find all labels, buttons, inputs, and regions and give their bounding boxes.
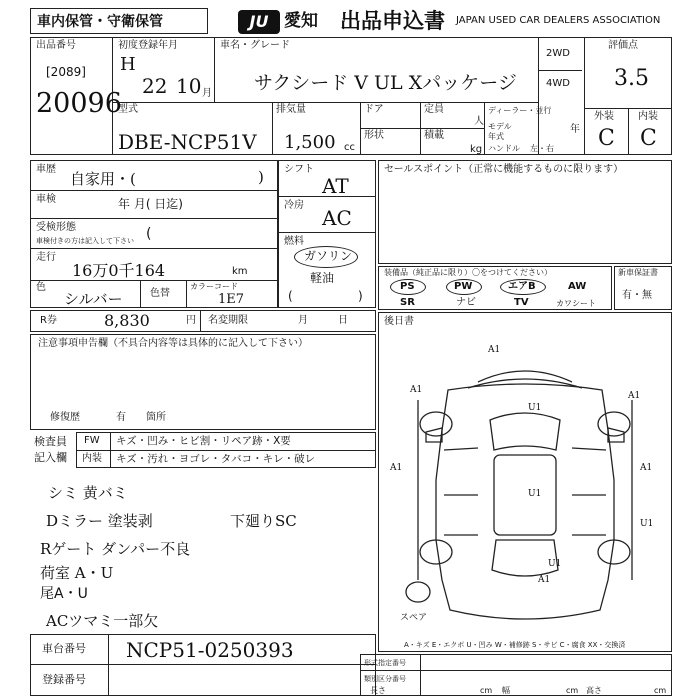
model-value: サクシード V UL Xパッケージ	[254, 72, 517, 94]
color-code-value: 1E7	[218, 292, 245, 307]
height-label: 高さ	[586, 686, 602, 695]
score-label: 評価点	[608, 40, 638, 51]
score-value: 3.5	[614, 66, 649, 91]
ac-value: AC	[322, 206, 352, 230]
drive-4wd: 4WD	[546, 78, 570, 89]
recolor-label: 色替	[150, 288, 170, 299]
receive-label: 受検形態	[36, 222, 76, 233]
registration-label: 初度登録年月	[118, 40, 178, 51]
color-code-label: カラーコード	[190, 282, 238, 291]
shape-label: 形状	[364, 130, 384, 141]
doc-title: 出品申込書	[340, 9, 445, 33]
notes-label: 注意事項申告欄（不具合内容等は具体的に記入して下さい）	[38, 338, 308, 349]
inspector-label-1: 検査員	[34, 435, 67, 448]
chassis-label: 車台番号	[42, 642, 86, 655]
height-unit: cm	[654, 686, 667, 695]
fuel-diesel: 軽油	[310, 271, 335, 285]
type-value: DBE-NCP51V	[118, 130, 257, 154]
interior-label: 内装	[638, 111, 658, 122]
recycle-label: R券	[40, 315, 57, 326]
damage-mark: A1	[640, 463, 653, 473]
width-label: 幅	[502, 686, 510, 695]
deadline-label: 名変期限	[208, 315, 248, 326]
fuel-label: 燃料	[284, 236, 304, 247]
color-label: 色	[36, 282, 46, 293]
mileage-label: 走行	[36, 252, 56, 263]
recycle-value: 8,830	[104, 311, 150, 330]
ac-label: 冷房	[284, 200, 304, 211]
damage-mark: U1	[640, 519, 654, 529]
receive-value: (	[146, 226, 152, 242]
length-unit: cm	[480, 686, 493, 695]
form-number-label: 形式指定番号	[364, 659, 406, 667]
org-name: 愛知	[284, 11, 318, 31]
deadline-day: 日	[338, 315, 348, 326]
equip-ps: PS	[400, 281, 415, 292]
fuel-paren-right: )	[358, 289, 363, 303]
registration-number-label: 登録番号	[42, 673, 86, 686]
color-value: シルバー	[64, 290, 123, 308]
note-mark: 尾A・U	[40, 586, 88, 602]
sales-point-label: セールスポイント（正常に機能するものに限ります）	[384, 164, 624, 175]
door-label: ドア	[364, 104, 384, 115]
repair-value: 有	[116, 412, 126, 423]
inspection-value: 年 月( 日迄)	[118, 197, 183, 211]
model-year-label: モデル年式	[488, 122, 512, 141]
handle-label: ハンドル	[488, 144, 520, 153]
inspection-label: 車検	[36, 194, 56, 205]
damage-mark: U1	[528, 489, 542, 499]
note-line: 荷室 A・U	[40, 564, 114, 582]
inspector-label-2: 記入欄	[34, 451, 67, 464]
dealer-label: ディーラー・並行	[488, 106, 552, 115]
displacement-value: 1,500	[284, 132, 336, 153]
lot-small-number: [2089]	[46, 65, 86, 79]
car-damage-diagram	[378, 320, 672, 650]
exterior-label: 外装	[594, 111, 614, 122]
storage-label-box	[30, 8, 208, 34]
deadline-month: 月	[298, 315, 308, 326]
new-car-value: 有・無	[622, 290, 652, 301]
storage-label: 車内保管・守衛保管	[37, 14, 163, 30]
history-value: 自家用・(	[70, 170, 136, 188]
capacity-unit: 人	[474, 116, 484, 127]
damage-mark: A1	[390, 463, 403, 473]
receive-sub: 車検付きの方は記入して下さい	[36, 237, 134, 245]
fuel-paren-left: (	[288, 289, 293, 303]
type-label: 型式	[118, 104, 138, 115]
displacement-label: 排気量	[276, 104, 306, 115]
equip-aw: AW	[568, 281, 587, 292]
registration-year: 22	[142, 74, 168, 98]
damage-mark: A1	[628, 391, 641, 401]
repair-place: 箇所	[146, 412, 166, 423]
handle-value: 左・右	[530, 144, 554, 153]
equip-tv: TV	[514, 297, 529, 308]
history-block	[30, 160, 278, 308]
lot-number: 20096	[36, 88, 122, 119]
ju-logo: JU	[238, 10, 280, 34]
inspector-row2: キズ・汚れ・ヨゴレ・タバコ・キレ・破レ	[116, 453, 316, 465]
inspector-row1: キズ・凹み・ヒビ割・リペア跡・X要	[116, 435, 291, 447]
damage-mark: U1	[528, 403, 542, 413]
interior-value: C	[640, 126, 657, 151]
mileage-value: 16万0千164	[72, 261, 166, 280]
lot-number-label: 出品番号	[36, 40, 76, 51]
year-unit: 年	[570, 124, 580, 135]
equip-sr: SR	[400, 297, 415, 308]
damage-mark: U1	[548, 559, 562, 569]
shift-value: AT	[322, 174, 349, 198]
recycle-block	[30, 310, 376, 332]
model-label: 車名・グレード	[220, 40, 290, 51]
mileage-unit: km	[232, 266, 248, 277]
equipment-label: 装備品（純正品に限り）〇をつけてください）	[384, 268, 552, 277]
recycle-unit: 円	[186, 315, 196, 326]
equip-seat: カワシート	[556, 299, 596, 308]
equip-airbag: エアB	[508, 281, 536, 292]
inspector-row2-head: 内装	[82, 453, 102, 464]
load-label: 積載	[424, 130, 444, 141]
damage-mark: A1	[488, 345, 501, 355]
rear-seat-label: 後日書	[384, 316, 414, 327]
exterior-value: C	[598, 126, 615, 151]
chassis-value: NCP51-0250393	[126, 638, 294, 662]
note-line: Rゲート ダンパー不良	[40, 540, 191, 558]
load-unit: kg	[470, 144, 483, 155]
length-label: 長さ	[370, 686, 386, 695]
displacement-unit: cc	[344, 142, 355, 153]
shift-label: シフト	[284, 164, 314, 175]
drive-2wd: 2WD	[546, 48, 570, 59]
dimensions-block	[360, 654, 672, 696]
note-line: シミ 黄バミ	[48, 484, 128, 502]
equip-pw: PW	[454, 281, 473, 292]
registration-month: 10	[176, 74, 202, 98]
note-line: Dミラー 塗装剥	[46, 512, 153, 530]
inspector-row1-head: FW	[84, 435, 100, 446]
registration-month-unit: 月	[202, 88, 212, 99]
damage-mark: A1	[538, 575, 551, 585]
category-number-label: 類別区分番号	[364, 675, 406, 683]
note-line: 下廻りSC	[230, 512, 297, 530]
fuel-gasoline: ガソリン	[304, 249, 353, 263]
damage-legend: A・キズ E・エクボ U・凹み W・補修跡 S・サビ C・腐食 XX・交換済	[404, 641, 626, 649]
note-line: ACツマミ一部欠	[46, 612, 159, 630]
registration-era: H	[120, 54, 136, 75]
capacity-label: 定員	[424, 104, 444, 115]
history-close: )	[258, 168, 264, 186]
damage-mark: A1	[410, 385, 423, 395]
history-label: 車歴	[36, 164, 56, 175]
new-car-label: 新車保証書	[618, 268, 658, 277]
equip-navi: ナビ	[456, 297, 476, 308]
width-unit: cm	[566, 686, 579, 695]
repair-label: 修復歴	[50, 412, 80, 423]
association-name: JAPAN USED CAR DEALERS ASSOCIATION	[456, 15, 661, 26]
spare-label: スペア	[400, 613, 428, 623]
